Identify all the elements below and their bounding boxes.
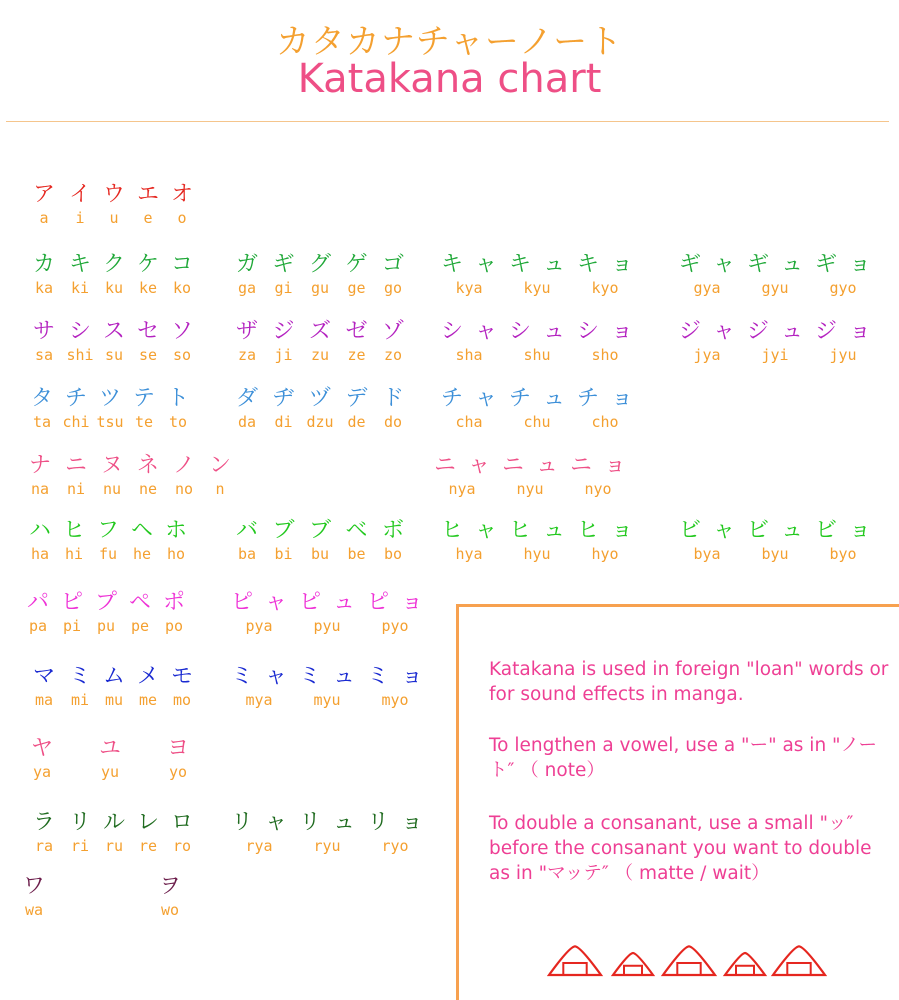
romaji-label: ha xyxy=(30,545,50,563)
kana-char: ク xyxy=(102,252,126,277)
romaji-label: cha xyxy=(455,413,483,431)
romaji-label: fu xyxy=(98,545,118,563)
romaji-label: hya xyxy=(455,545,483,563)
kana-char: ョ xyxy=(400,664,424,689)
romaji-label: te xyxy=(134,413,154,431)
kana-char: ワ xyxy=(22,874,46,899)
kana-char: ロ xyxy=(170,810,194,835)
romaji-label: do xyxy=(383,413,403,431)
kana-char: カ xyxy=(32,252,56,277)
kana-char: ピ xyxy=(60,590,84,615)
kana-char: ュ xyxy=(332,664,356,689)
kana-char: チ xyxy=(64,386,88,411)
kana-char: ュ xyxy=(542,518,566,543)
romaji-label: ni xyxy=(66,480,86,498)
kana-char: ュ xyxy=(780,252,804,277)
romaji-label: dzu xyxy=(306,413,334,431)
kana-char: ホ xyxy=(164,518,188,543)
onigiri-nori-icon xyxy=(736,966,754,975)
romaji-label: jyi xyxy=(761,346,789,364)
kana-char: ギ xyxy=(678,252,702,277)
romaji-label: se xyxy=(138,346,158,364)
romaji-label: yo xyxy=(168,763,188,781)
kana-char: ミ xyxy=(366,664,390,689)
note-lengthen-vowel: To lengthen a vowel, use a "ー" as in "ノート″ （ note） xyxy=(489,735,878,781)
kana-char: デ xyxy=(345,386,368,411)
kana-char: ヒ xyxy=(62,518,86,543)
kana-char: ゲ xyxy=(345,252,368,277)
kana-char: ピ xyxy=(366,590,390,615)
kana-char: ョ xyxy=(400,590,424,615)
kana-char: メ xyxy=(136,664,160,689)
romaji-label: re xyxy=(138,837,158,855)
romaji-label: chu xyxy=(523,413,551,431)
kana-char: ゼ xyxy=(345,319,368,344)
kana-char: グ xyxy=(308,252,332,277)
romaji-label: ba xyxy=(237,545,257,563)
kana-char: エ xyxy=(136,182,160,207)
romaji-label: nyu xyxy=(516,480,544,498)
onigiri-nori-icon xyxy=(787,963,810,975)
kana-char: ル xyxy=(102,810,126,835)
kana-char: ュ xyxy=(535,453,559,478)
kana-char: シ xyxy=(508,319,532,344)
kana-char: ベ xyxy=(345,518,368,543)
romaji-label: ka xyxy=(34,279,54,297)
romaji-label: u xyxy=(109,209,119,227)
kana-char: ョ xyxy=(610,386,634,411)
notes-panel xyxy=(456,604,899,1000)
kana-char: ヒ xyxy=(508,518,532,543)
kana-char: ヒ xyxy=(576,518,600,543)
romaji-label: pu xyxy=(96,617,116,635)
kana-char: ラ xyxy=(32,810,56,835)
kana-char: リ xyxy=(298,810,322,835)
romaji-label: go xyxy=(383,279,403,297)
kana-char: キ xyxy=(440,252,464,277)
romaji-label: tsu xyxy=(96,413,124,431)
romaji-label: shi xyxy=(66,346,94,364)
kana-char: ャ xyxy=(712,518,736,543)
romaji-label: mo xyxy=(172,691,192,709)
romaji-label: hi xyxy=(64,545,84,563)
kana-char: ソ xyxy=(170,319,194,344)
romaji-label: mu xyxy=(104,691,124,709)
kana-char: イ xyxy=(68,182,92,207)
romaji-label: sa xyxy=(34,346,54,364)
kana-char: サ xyxy=(32,319,56,344)
romaji-label: kyu xyxy=(523,279,551,297)
page-title-japanese: カタカナチャーノート xyxy=(275,22,624,62)
kana-char: ド xyxy=(381,386,405,411)
kana-char: ュ xyxy=(780,319,804,344)
kana-char: ニ xyxy=(569,453,593,478)
romaji-label: ma xyxy=(34,691,54,709)
romaji-label: pi xyxy=(62,617,82,635)
romaji-label: gyu xyxy=(761,279,789,297)
romaji-label: bi xyxy=(274,545,293,563)
kana-char: チ xyxy=(576,386,600,411)
romaji-label: gi xyxy=(274,279,293,297)
kana-char: ギ xyxy=(746,252,770,277)
romaji-label: po xyxy=(164,617,184,635)
kana-char: タ xyxy=(30,386,54,411)
romaji-label: mi xyxy=(70,691,90,709)
romaji-label: i xyxy=(75,209,85,227)
romaji-label: nya xyxy=(448,480,476,498)
romaji-label: ryo xyxy=(381,837,409,855)
kana-char: ム xyxy=(102,664,126,689)
kana-char: ズ xyxy=(308,319,332,344)
romaji-label: nu xyxy=(102,480,122,498)
romaji-label: di xyxy=(274,413,293,431)
kana-char: ュ xyxy=(332,590,356,615)
kana-char: バ xyxy=(235,518,259,543)
romaji-label: n xyxy=(215,480,225,498)
romaji-label: wa xyxy=(24,901,44,919)
romaji-label: e xyxy=(143,209,153,227)
kana-char: ス xyxy=(102,319,126,344)
romaji-label: gu xyxy=(310,279,330,297)
kana-char: ニ xyxy=(501,453,525,478)
romaji-label: sho xyxy=(591,346,619,364)
kana-char: ジ xyxy=(678,319,702,344)
romaji-label: pe xyxy=(130,617,150,635)
romaji-label: cho xyxy=(591,413,619,431)
romaji-label: rya xyxy=(245,837,273,855)
kana-char: ニ xyxy=(64,453,88,478)
kana-char: ン xyxy=(208,453,232,478)
kana-char: ャ xyxy=(264,810,288,835)
kana-char: ャ xyxy=(264,664,288,689)
kana-char: シ xyxy=(440,319,464,344)
romaji-label: be xyxy=(347,545,366,563)
kana-char: ギ xyxy=(272,252,295,277)
onigiri-nori-icon xyxy=(563,963,586,975)
kana-char: ビ xyxy=(678,518,702,543)
kana-char: キ xyxy=(576,252,600,277)
kana-char: ジ xyxy=(814,319,838,344)
onigiri-icon xyxy=(773,946,825,975)
kana-char: ギ xyxy=(814,252,838,277)
kana-char: ヌ xyxy=(100,453,124,478)
romaji-label: kyo xyxy=(591,279,619,297)
kana-char: ボ xyxy=(381,518,405,543)
romaji-label: byo xyxy=(829,545,857,563)
romaji-label: zu xyxy=(310,346,330,364)
kana-char: ペ xyxy=(128,590,152,615)
onigiri-icon xyxy=(725,953,765,975)
romaji-label: chi xyxy=(62,413,90,431)
romaji-label: wo xyxy=(160,901,180,919)
kana-char: ョ xyxy=(848,518,872,543)
kana-char: ピ xyxy=(230,590,254,615)
kana-char: ャ xyxy=(467,453,491,478)
kana-char: ョ xyxy=(610,319,634,344)
romaji-label: so xyxy=(172,346,192,364)
romaji-label: nyo xyxy=(584,480,612,498)
kana-char: モ xyxy=(170,664,194,689)
kana-char: ネ xyxy=(136,453,160,478)
romaji-label: ku xyxy=(104,279,124,297)
kana-char: ョ xyxy=(848,252,872,277)
romaji-label: ki xyxy=(70,279,90,297)
romaji-label: bo xyxy=(383,545,403,563)
kana-char: シ xyxy=(68,319,92,344)
kana-char: プ xyxy=(94,590,118,615)
kana-char: ゴ xyxy=(381,252,405,277)
kana-char: ザ xyxy=(235,319,259,344)
kana-char: テ xyxy=(132,386,156,411)
romaji-label: ro xyxy=(172,837,192,855)
kana-char: パ xyxy=(26,590,50,615)
kana-char: ョ xyxy=(610,252,634,277)
romaji-label: ge xyxy=(347,279,366,297)
kana-char: ャ xyxy=(474,518,498,543)
kana-char: セ xyxy=(136,319,160,344)
romaji-label: myo xyxy=(381,691,409,709)
kana-char: キ xyxy=(508,252,532,277)
kana-char: ポ xyxy=(162,590,186,615)
kana-char: チ xyxy=(440,386,464,411)
romaji-label: me xyxy=(138,691,158,709)
kana-char: ャ xyxy=(474,386,498,411)
kana-char: ピ xyxy=(298,590,322,615)
kana-char: ョ xyxy=(603,453,627,478)
onigiri-decoration xyxy=(547,919,827,979)
romaji-label: mya xyxy=(245,691,273,709)
romaji-label: ya xyxy=(32,763,52,781)
romaji-label: ji xyxy=(274,346,293,364)
kana-char: ユ xyxy=(98,736,122,761)
romaji-label: za xyxy=(237,346,257,364)
romaji-label: ra xyxy=(34,837,54,855)
page-title-english: Katakana chart xyxy=(297,56,602,102)
romaji-label: o xyxy=(177,209,187,227)
kana-char: チ xyxy=(508,386,532,411)
kana-char: ュ xyxy=(542,386,566,411)
kana-char: ョ xyxy=(610,518,634,543)
onigiri-nori-icon xyxy=(677,963,700,975)
kana-char: ナ xyxy=(28,453,52,478)
note-double-consonant: To double a consanant, use a small "ッ″ before the consanant you want to double as in "マッテ″ （ matte / wait） xyxy=(489,813,872,884)
kana-char: ヅ xyxy=(308,386,332,411)
romaji-label: myu xyxy=(313,691,341,709)
onigiri-nori-icon xyxy=(624,966,642,975)
romaji-label: pyo xyxy=(381,617,409,635)
kana-char: ビ xyxy=(814,518,838,543)
kana-char: ダ xyxy=(235,386,259,411)
kana-char: マ xyxy=(32,664,56,689)
kana-char: シ xyxy=(576,319,600,344)
kana-char: ノ xyxy=(172,453,196,478)
kana-char: ヨ xyxy=(166,736,190,761)
romaji-label: na xyxy=(30,480,50,498)
romaji-label: ne xyxy=(138,480,158,498)
kana-char: ョ xyxy=(400,810,424,835)
romaji-label: pya xyxy=(245,617,273,635)
romaji-label: hyo xyxy=(591,545,619,563)
romaji-label: ke xyxy=(138,279,158,297)
kana-char: ヒ xyxy=(440,518,464,543)
kana-char: ビ xyxy=(746,518,770,543)
kana-char: ア xyxy=(32,182,56,207)
romaji-label: ko xyxy=(172,279,192,297)
romaji-label: gyo xyxy=(829,279,857,297)
kana-char: フ xyxy=(96,518,120,543)
romaji-label: bya xyxy=(693,545,721,563)
romaji-label: ri xyxy=(70,837,90,855)
kana-char: リ xyxy=(68,810,92,835)
romaji-label: gya xyxy=(693,279,721,297)
kana-char: ミ xyxy=(68,664,92,689)
onigiri-icon xyxy=(613,953,653,975)
romaji-label: byu xyxy=(761,545,789,563)
romaji-label: ze xyxy=(347,346,366,364)
note-loan-words: Katakana is used in foreign "loan" words or for sound effects in manga. xyxy=(489,659,889,705)
kana-char: ミ xyxy=(230,664,254,689)
kana-char: ケ xyxy=(136,252,160,277)
kana-char: ジ xyxy=(746,319,770,344)
romaji-label: to xyxy=(168,413,188,431)
kana-char: ャ xyxy=(474,319,498,344)
kana-char: ャ xyxy=(264,590,288,615)
kana-char: リ xyxy=(230,810,254,835)
kana-char: オ xyxy=(170,182,194,207)
kana-char: ャ xyxy=(712,319,736,344)
romaji-label: sha xyxy=(455,346,483,364)
kana-char: ブ xyxy=(308,518,332,543)
kana-char: レ xyxy=(136,810,160,835)
romaji-label: kya xyxy=(455,279,483,297)
romaji-label: hyu xyxy=(523,545,551,563)
romaji-label: de xyxy=(347,413,366,431)
kana-char: ュ xyxy=(542,252,566,277)
romaji-label: no xyxy=(174,480,194,498)
kana-char: ガ xyxy=(235,252,259,277)
kana-char: ト xyxy=(166,386,190,411)
romaji-label: su xyxy=(104,346,124,364)
kana-char: ウ xyxy=(102,182,126,207)
romaji-label: yu xyxy=(100,763,120,781)
kana-char: ヤ xyxy=(30,736,54,761)
kana-char: ュ xyxy=(332,810,356,835)
onigiri-icon xyxy=(663,946,715,975)
romaji-label: zo xyxy=(383,346,403,364)
kana-char: ゾ xyxy=(381,319,405,344)
romaji-label: pyu xyxy=(313,617,341,635)
romaji-label: ryu xyxy=(313,837,341,855)
kana-char: ャ xyxy=(474,252,498,277)
kana-char: ニ xyxy=(433,453,457,478)
kana-char: キ xyxy=(68,252,92,277)
kana-char: ヘ xyxy=(130,518,154,543)
romaji-label: jya xyxy=(693,346,721,364)
kana-char: ャ xyxy=(712,252,736,277)
romaji-label: shu xyxy=(523,346,551,364)
kana-char: ツ xyxy=(98,386,122,411)
kana-char: ヂ xyxy=(272,386,295,411)
romaji-label: ta xyxy=(32,413,52,431)
kana-char: ジ xyxy=(272,319,295,344)
kana-char: ハ xyxy=(28,518,52,543)
romaji-label: jyu xyxy=(829,346,857,364)
romaji-label: a xyxy=(39,209,49,227)
kana-char: ョ xyxy=(848,319,872,344)
kana-char: ミ xyxy=(298,664,322,689)
romaji-label: da xyxy=(237,413,257,431)
romaji-label: ho xyxy=(166,545,186,563)
kana-char: コ xyxy=(170,252,194,277)
onigiri-icon xyxy=(549,946,601,975)
kana-char: ブ xyxy=(272,518,295,543)
kana-char: ヲ xyxy=(158,874,182,899)
kana-char: ュ xyxy=(542,319,566,344)
romaji-label: bu xyxy=(310,545,330,563)
romaji-label: he xyxy=(132,545,152,563)
romaji-label: pa xyxy=(28,617,48,635)
romaji-label: ru xyxy=(104,837,124,855)
romaji-label: ga xyxy=(237,279,257,297)
kana-char: リ xyxy=(366,810,390,835)
kana-char: ュ xyxy=(780,518,804,543)
